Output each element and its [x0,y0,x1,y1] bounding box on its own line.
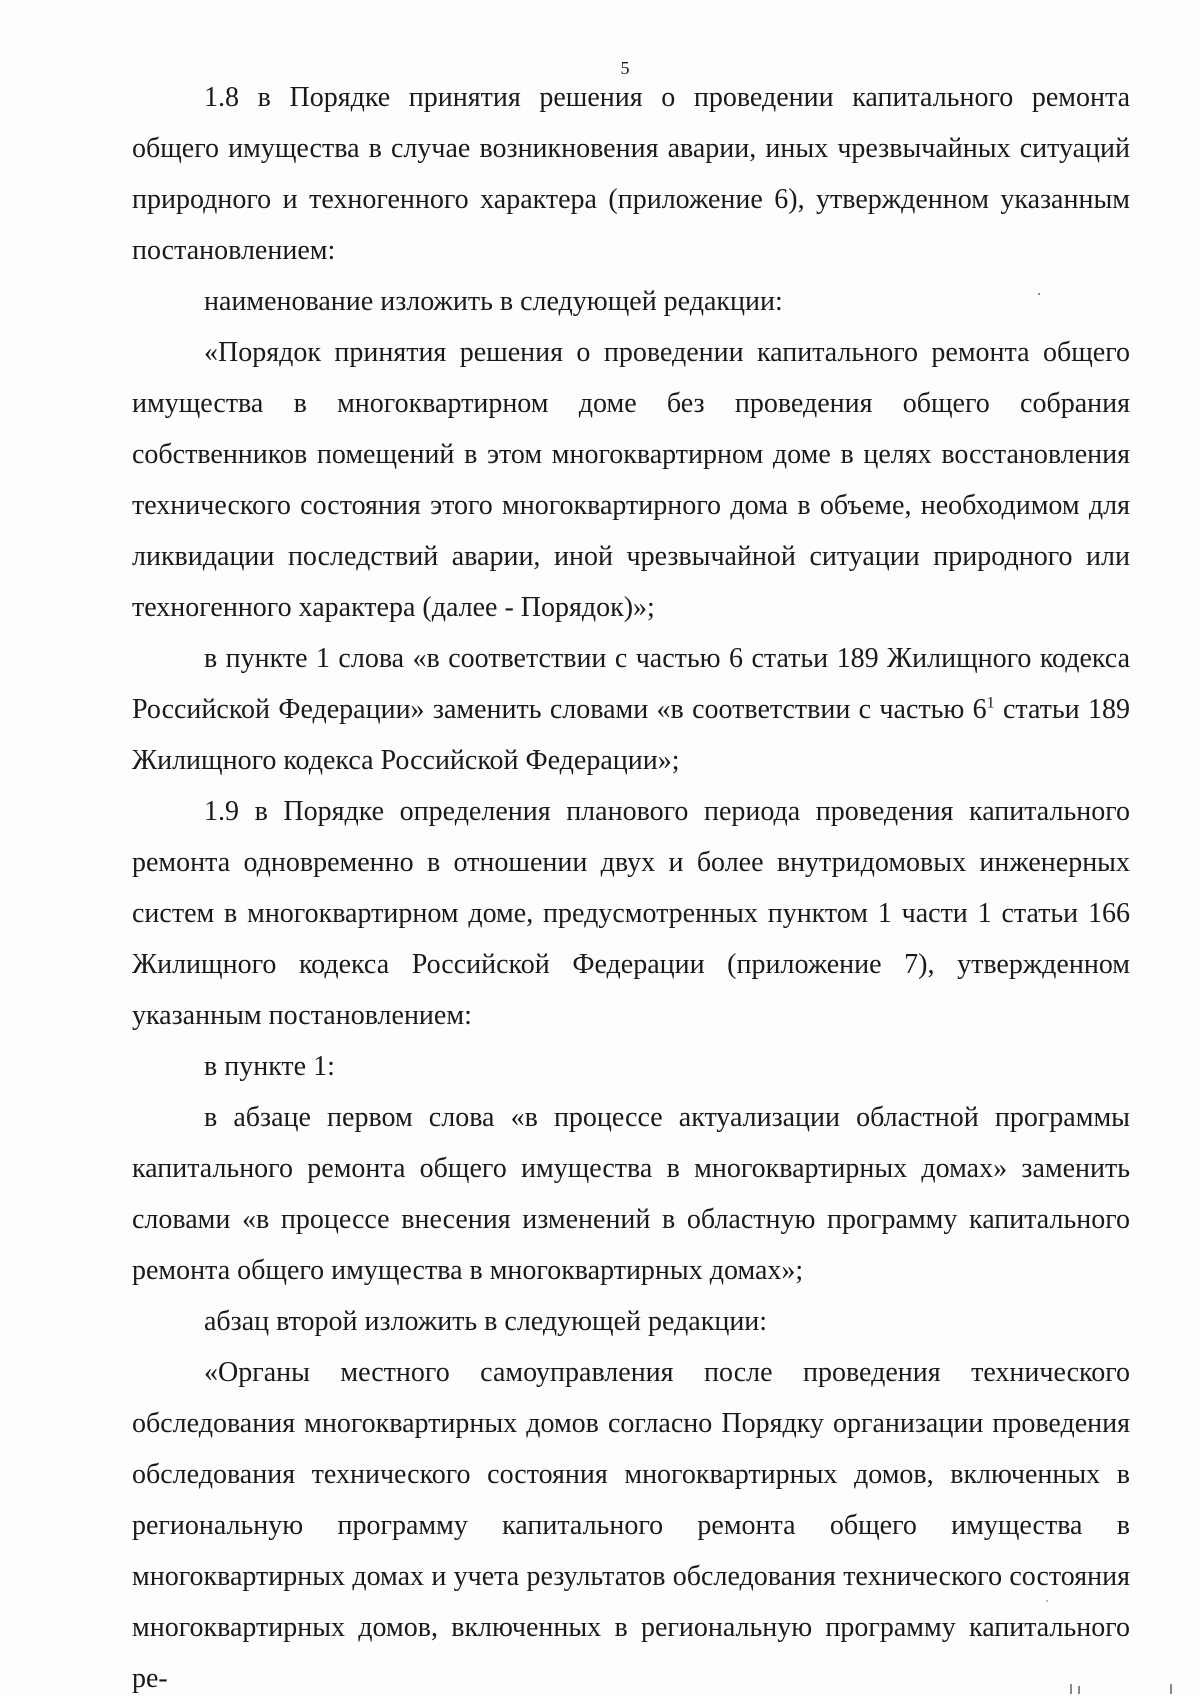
scan-speck [1038,293,1040,295]
paragraph-new-title [132,327,1130,633]
paragraph-text: в пункте 1: [204,1051,335,1082]
paragraph-text: в абзаце первом слова «в процессе актуализации областной программы капитального ремонта общего имущества в многоквартирных домах» заменить словами «в процессе внесения изменений в областную программу капитального ремонта общего имущества в многоквартирных домах»; [132,1102,1130,1286]
paragraph-text: 1.8 в Порядке принятия решения о проведении капитального ремонта общего имущества в случае возникновения аварии, иных чрезвычайных ситуаций природного и техногенного характера (приложение 6), утвержденном указанным постановлением: [132,82,1130,266]
paragraph-point-1-amendment [132,633,1130,786]
paragraph-text: «Органы местного самоуправления после проведения технического обследования многоквартирных домов согласно Порядку организации проведения обследования технического состояния многоквартирных домов, включенных в региональную программу капитального ремонта общего имущества в многоквартирных домах и учета результатов обследования технического состояния многоквартирных домов, включенных в региональную программу капитального ре- [132,1357,1130,1694]
paragraph-text-continued: статьи 189 Жилищного кодекса Российской Федерации»; [132,694,1130,776]
paragraph-text: 1.9 в Порядке определения планового периода проведения капитального ремонта одновременно в отношении двух и более внутридомовых инженерных систем в многоквартирном доме, предусмотренных пунктом 1 части 1 статьи 166 Жилищного кодекса Российской Федерации (приложение 7), утвержденном указанным постановлением: [132,796,1130,1031]
scan-edge-mark [1078,1686,1080,1694]
paragraph-point-1-heading [132,1041,1130,1092]
paragraph-title-instruction [132,276,1130,327]
paragraph-1-9-intro [132,786,1130,1041]
scan-edge-mark [1070,1684,1072,1694]
paragraph-1-8-intro [132,72,1130,276]
superscript-index: 1 [986,694,995,712]
paragraph-text: в пункте 1 слова «в соответствии с частью 6 статьи 189 Жилищного кодекса Российской Федерации» заменить словами «в соответствии с частью 6 [132,643,1130,725]
paragraph-new-second-abzac [132,1347,1130,1704]
paragraph-second-abzac-instruction [132,1296,1130,1347]
paragraph-text: «Порядок принятия решения о проведении капитального ремонта общего имущества в многоквартирном доме без проведения общего собрания собственников помещений в этом многоквартирном доме в целях восстановления технического состояния этого многоквартирного дома в объеме, необходимом для ликвидации последствий аварии, иной чрезвычайной ситуации природного или техногенного характера (далее - Порядок)»; [132,337,1130,623]
paragraph-text: абзац второй изложить в следующей редакции: [204,1306,768,1337]
paragraph-text: наименование изложить в следующей редакции: [204,286,783,317]
scan-speck [1046,1600,1048,1602]
scan-edge-mark [1170,1684,1172,1694]
paragraph-first-abzac [132,1092,1130,1296]
page-number: 5 [620,58,630,78]
document-body [132,72,1130,1704]
